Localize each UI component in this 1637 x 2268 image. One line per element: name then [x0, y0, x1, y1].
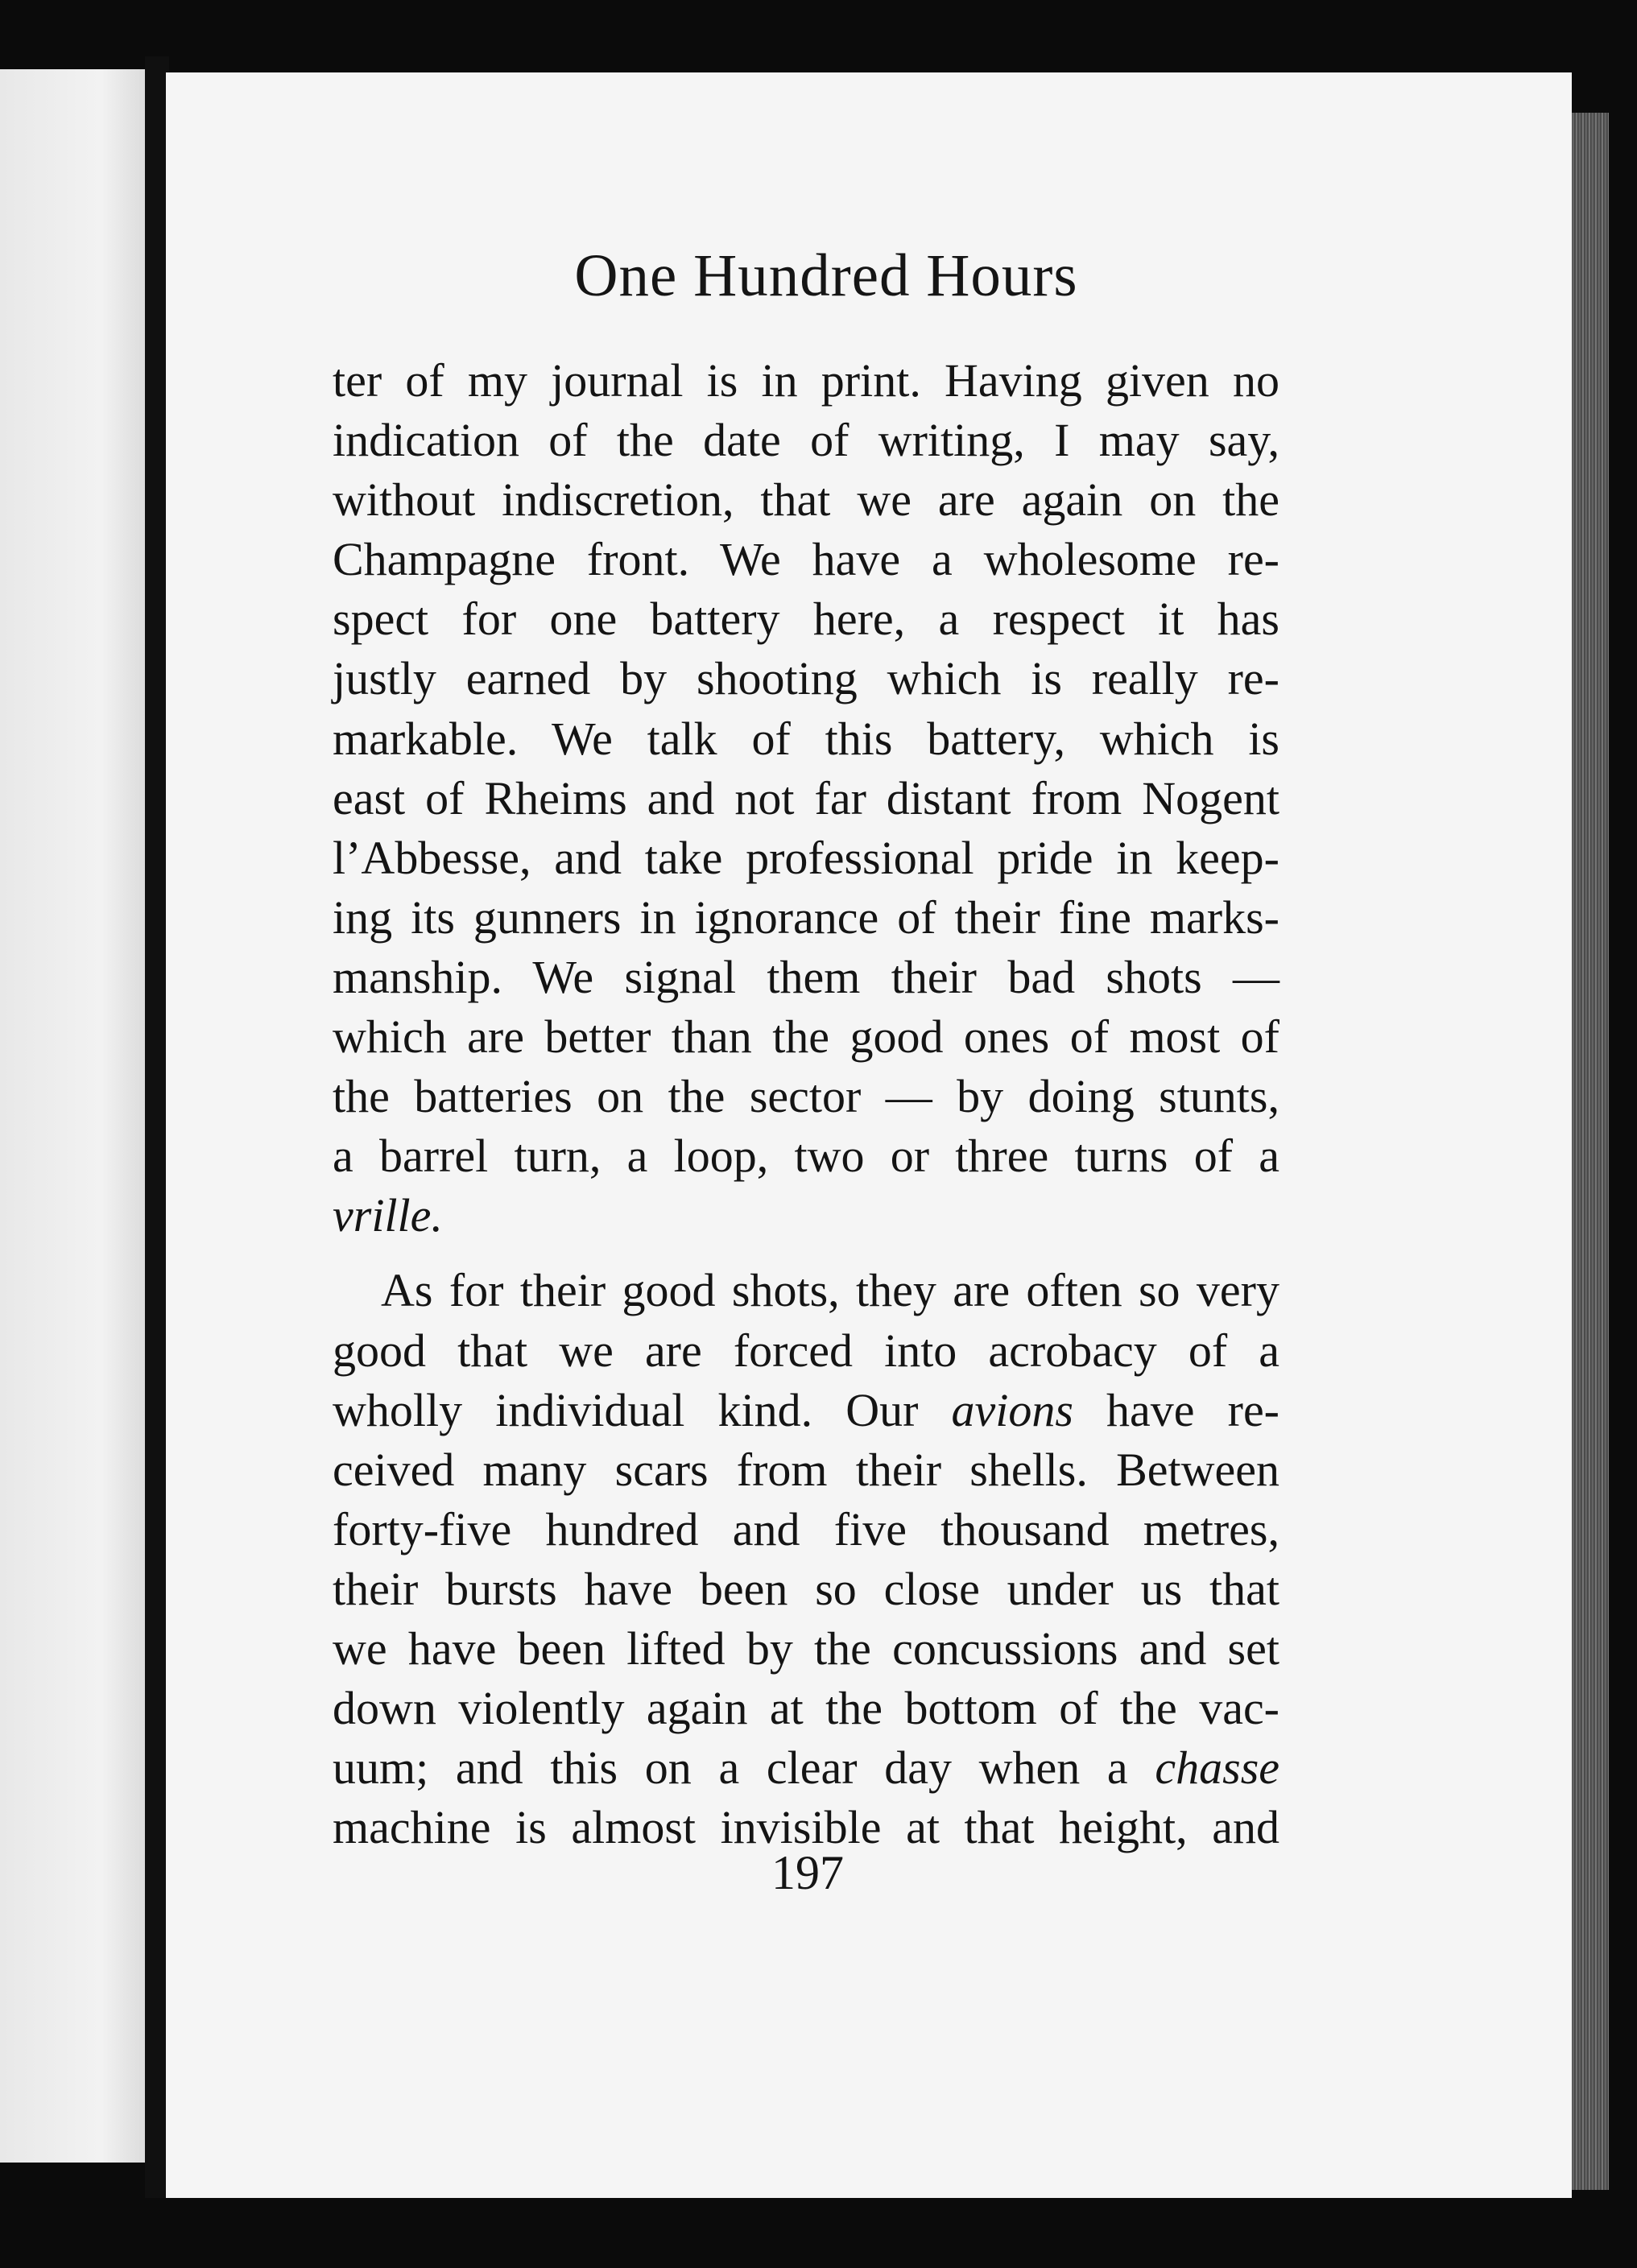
text-line: their bursts have been so close under us that [333, 1562, 1279, 1615]
text-line: As for their good shots, they are often so very [381, 1264, 1279, 1317]
text-line: east of Rheims and not far distant from Nogent [333, 771, 1279, 824]
text-run: wholly individual kind. Our [333, 1383, 919, 1436]
text-line: which are better than the good ones of most of [333, 1010, 1279, 1064]
text-line: down violently again at the bottom of the vac- [333, 1682, 1279, 1735]
italic-word: chasse [1155, 1741, 1280, 1795]
text-line: the batteries on the sector — by doing stunts, [333, 1070, 1279, 1123]
text-line: ing its gunners in ignorance of their fine marks- [333, 890, 1279, 944]
text-line: justly earned by shooting which is really re- [333, 652, 1279, 705]
text-line: indication of the date of writing, I may say, [333, 414, 1279, 467]
text-line: Champagne front. We have a wholesome re- [333, 533, 1279, 586]
text-line: forty-five hundred and five thousand metres, [333, 1502, 1279, 1555]
text-line: ter of my journal is in print. Having given no [333, 354, 1279, 407]
text-line: ceived many scars from their shells. Between [333, 1443, 1279, 1496]
text-line: machine is almost invisible at that height, and [333, 1801, 1279, 1854]
text-line: a barrel turn, a loop, two or three turns of a [333, 1130, 1279, 1183]
text-line: l’Abbesse, and take professional pride in keep- [333, 831, 1279, 884]
text-line [333, 1738, 1279, 1798]
page-edge-stack [1572, 113, 1609, 2190]
text-run: uum; and this on a clear day when a [333, 1741, 1128, 1795]
text-line: spect for one battery here, a respect it has [333, 593, 1279, 646]
body-text [333, 351, 1279, 1857]
text-line: we have been lifted by the concussions and set [333, 1621, 1279, 1675]
text-line: good that we are forced into acrobacy of a [333, 1324, 1279, 1377]
text-line: markable. We talk of this battery, which is [333, 712, 1279, 765]
italic-word: avions [951, 1383, 1073, 1436]
text-line: manship. We signal them their bad shots — [333, 950, 1279, 1003]
text-line: without indiscretion, that we are again on the [333, 473, 1279, 527]
running-head: One Hundred Hours [574, 242, 1078, 309]
page-number: 197 [771, 1846, 844, 1899]
text-line [333, 1381, 1279, 1440]
previous-page-edge [0, 69, 145, 2163]
text-line: vrille. [333, 1189, 443, 1242]
text-run: have re- [1106, 1383, 1279, 1436]
